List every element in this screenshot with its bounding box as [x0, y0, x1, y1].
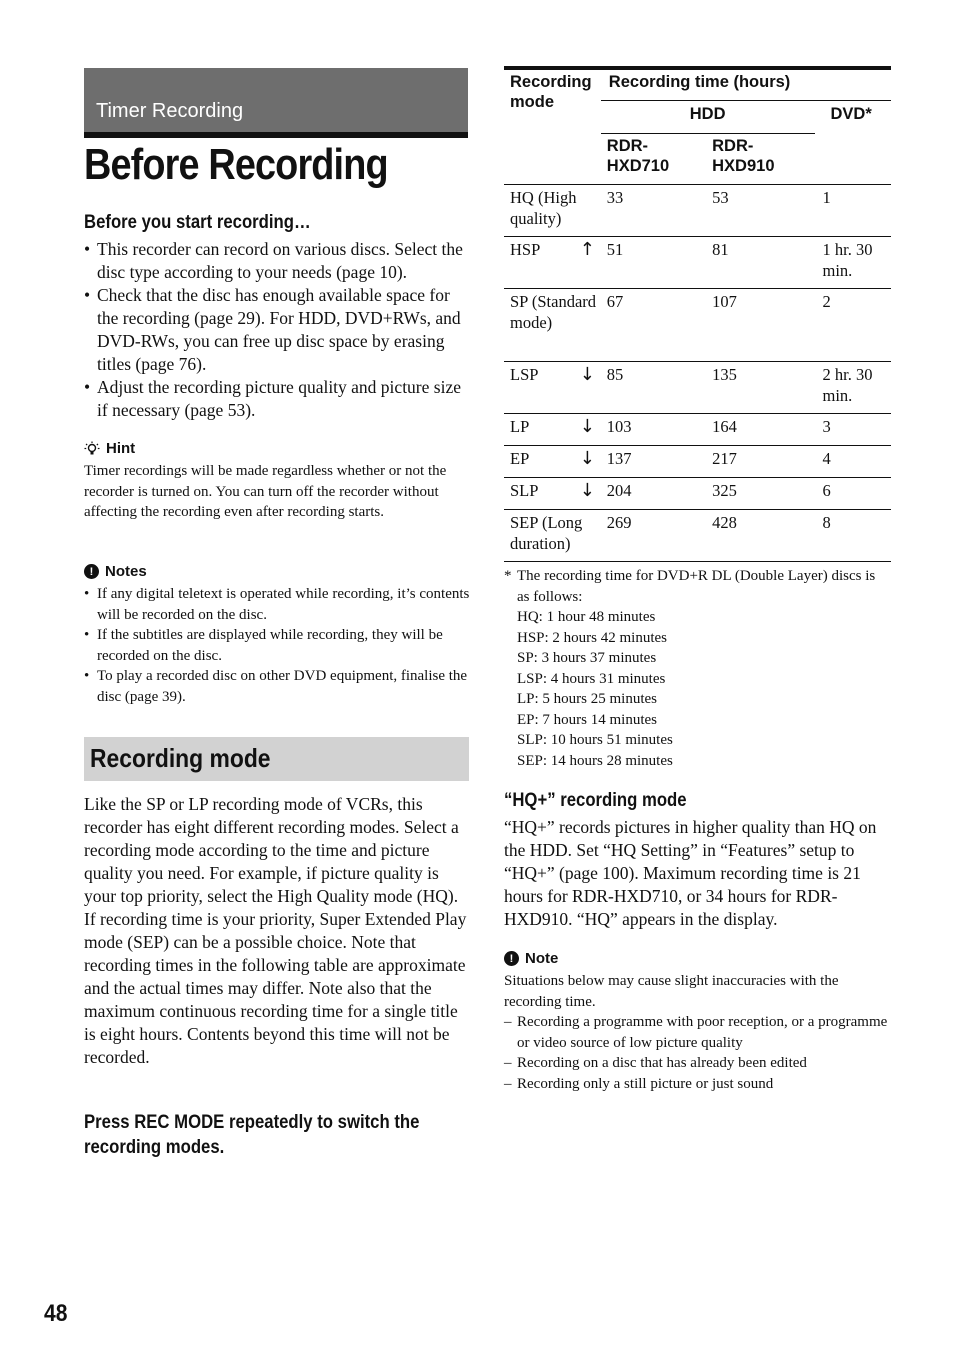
cell: 325 — [704, 478, 814, 510]
list-item: – Recording a programme with poor reception, or a programme or video source of low picture quality — [504, 1012, 892, 1053]
hint-text: Timer recordings will be made regardless whether or not the recorder is turned on. You can turn off the recorder without affecting the recording even after recording starts. — [84, 463, 447, 520]
table-row — [504, 414, 891, 446]
lightbulb-icon — [84, 441, 100, 457]
list-item: • If any digital teletext is operated while recording, it’s contents will be recorded on the disc. — [84, 584, 470, 625]
note-icon: ! — [84, 564, 99, 579]
cell: 217 — [704, 446, 814, 478]
list-item: • If the subtitles are displayed while recording, they will be recorded on the disc. — [84, 625, 470, 666]
list-item: • To play a recorded disc on other DVD equipment, finalise the disc (page 39). — [84, 666, 470, 707]
note-icon: ! — [504, 951, 519, 966]
cell: 164 — [704, 414, 814, 446]
table-header-row — [504, 70, 891, 101]
mode-cell: SP (Standard mode) — [510, 292, 597, 332]
before-start-list — [84, 238, 470, 422]
footnote-line: EP: 7 hours 14 minutes — [517, 711, 658, 728]
table-row — [504, 289, 891, 362]
cell: 85 — [601, 362, 704, 414]
cell: 135 — [704, 362, 814, 414]
footnote-line: LP: 5 hours 25 minutes — [517, 691, 658, 707]
note-intro: Situations below may cause slight inaccuracies with the recording time. — [504, 973, 839, 1010]
list-item: • Adjust the recording picture quality and picture size if necessary (page 53). — [84, 376, 470, 422]
page-title: Before Recording — [84, 140, 388, 189]
footnote-mark: * — [504, 568, 512, 584]
header-model-2: RDR-HXD910 — [704, 134, 814, 185]
mode-cell: LSP — [510, 365, 539, 384]
header-dvd: DVD* — [815, 101, 892, 185]
recording-mode-title: Recording mode — [90, 743, 271, 773]
footnote-line: HQ: 1 hour 48 minutes — [517, 609, 656, 625]
header-model-1: RDR-HXD710 — [601, 134, 704, 185]
section-header-rule — [84, 132, 468, 138]
instruction-step: Press REC MODE repeatedly to switch the recording modes. — [84, 1112, 420, 1158]
footnote-line: HSP: 2 hours 42 minutes — [517, 629, 668, 646]
hint-label: Hint — [106, 440, 136, 457]
cell: 269 — [601, 510, 704, 562]
cell: 53 — [704, 185, 814, 237]
footnote-line: SP: 3 hours 37 minutes — [517, 650, 657, 666]
header-mode: Recording mode — [504, 70, 601, 185]
list-item: – Recording only a still picture or just sound — [504, 1074, 892, 1095]
cell: 1 hr. 30 min. — [815, 237, 892, 289]
hq-plus-text: “HQ+” records pictures in higher quality than HQ on the HDD. Set “HQ Setting” in “Features” setup to “HQ+” (page 100). Maximum recording time is 21 hours for RDR-HXD710, or 34 hours for RDR-HXD910. “HQ” appears in the display. — [504, 817, 877, 929]
mode-cell: EP — [510, 449, 530, 468]
section-label: Timer Recording — [96, 100, 244, 122]
note-label: Note — [525, 950, 559, 967]
cell: 81 — [704, 237, 814, 289]
header-hdd: HDD — [601, 101, 815, 134]
page-number: 48 — [44, 1300, 68, 1327]
cell: 2 hr. 30 min. — [815, 362, 892, 414]
recording-mode-paragraph: Like the SP or LP recording mode of VCRs, this recorder has eight different recording modes. Select a recording mode according to the time and picture quality you need. For example, if picture quality is your top priority, select the High Quality mode (HQ). If recording time is your priority, Super Extended Play mode (SEP) can be a possible choice. Note that recording times in the following table are approximate and the actual times may differ. Note also that the maximum continuous recording time for a single title is eight hours. Contents beyond this time will not be recorded. — [84, 794, 467, 1067]
cell: 33 — [601, 185, 704, 237]
notes-label: Notes — [105, 563, 147, 580]
table-row — [504, 185, 891, 237]
table-row — [504, 237, 891, 289]
footnote-intro-line — [504, 566, 891, 607]
table-row — [504, 446, 891, 478]
up-arrow-icon: ↑ — [579, 239, 595, 260]
mode-cell: SEP (Long duration) — [510, 513, 583, 553]
cell: 8 — [815, 510, 892, 562]
cell: 107 — [704, 289, 814, 362]
cell: 137 — [601, 446, 704, 478]
hint-header — [84, 440, 135, 457]
cell: 3 — [815, 414, 892, 446]
cell: 428 — [704, 510, 814, 562]
header-time: Recording time (hours) — [601, 70, 891, 101]
notes-header — [84, 563, 147, 580]
mode-cell: HSP — [510, 240, 541, 259]
footnote-intro: The recording time for DVD+R DL (Double Layer) discs is as follows: — [517, 568, 876, 605]
cell: 103 — [601, 414, 704, 446]
footnote-line: SEP: 14 hours 28 minutes — [517, 752, 673, 769]
footnote-lines — [504, 607, 891, 771]
footnote-line: LSP: 4 hours 31 minutes — [517, 670, 666, 687]
note-list — [504, 1012, 892, 1094]
footnote-line: SLP: 10 hours 51 minutes — [517, 732, 673, 748]
mode-cell: HQ (High quality) — [510, 188, 577, 228]
list-item: • This recorder can record on various discs. Select the disc type according to your needs (page 10). — [84, 238, 470, 284]
cell: 2 — [815, 289, 892, 362]
mode-cell: LP — [510, 417, 530, 436]
cell: 51 — [601, 237, 704, 289]
hq-plus-heading: “HQ+” recording mode — [504, 790, 687, 811]
table-row — [504, 362, 891, 414]
mode-cell: SLP — [510, 481, 539, 500]
table-footnote — [504, 566, 891, 771]
recording-time-table — [504, 70, 891, 562]
notes-list — [84, 584, 470, 707]
cell: 4 — [815, 446, 892, 478]
note-header — [504, 950, 558, 967]
table-row — [504, 510, 891, 562]
cell: 204 — [601, 478, 704, 510]
before-start-heading: Before you start recording… — [84, 212, 311, 233]
cell: 6 — [815, 478, 892, 510]
down-arrow-icon: ↓ — [579, 480, 595, 501]
down-arrow-icon: ↓ — [579, 364, 595, 385]
down-arrow-icon: ↓ — [579, 416, 595, 437]
list-item: – Recording on a disc that has already been edited — [504, 1053, 892, 1074]
down-arrow-icon: ↓ — [579, 448, 595, 469]
cell: 1 — [815, 185, 892, 237]
cell: 67 — [601, 289, 704, 362]
list-item: • Check that the disc has enough available space for the recording (page 29). For HDD, DVD+RWs, and DVD-RWs, you can free up disc space by erasing titles (page 76). — [84, 284, 470, 376]
table-row — [504, 478, 891, 510]
